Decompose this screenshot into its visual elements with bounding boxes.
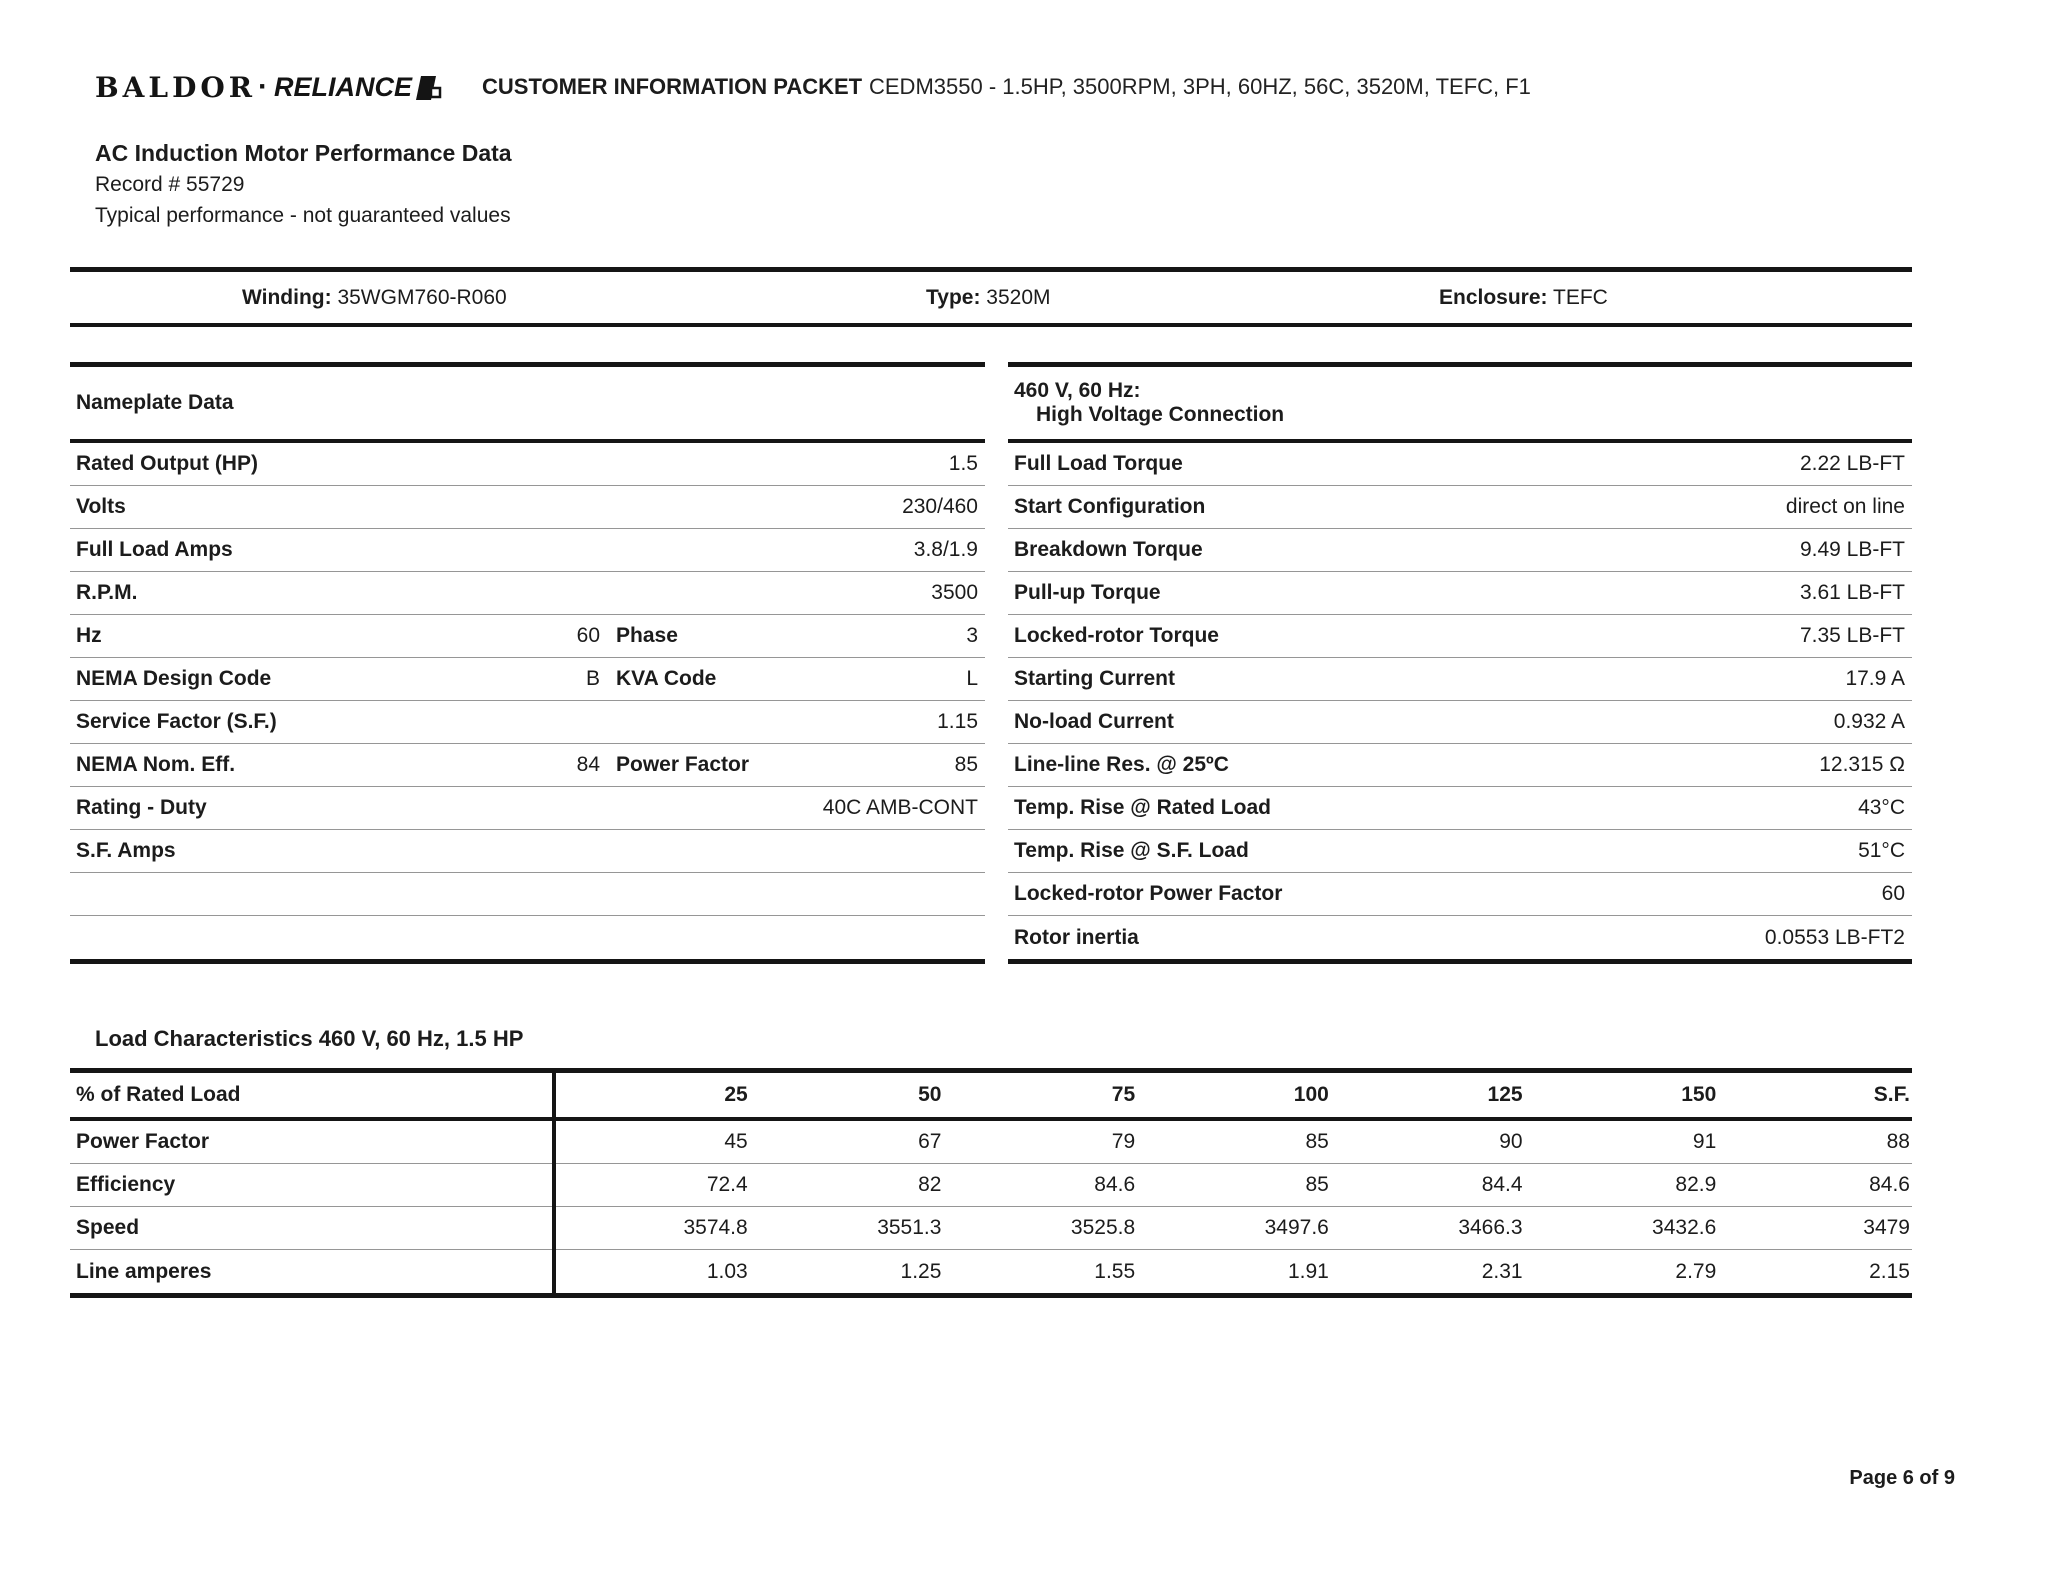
cell-value: 67 (918, 1130, 942, 1153)
table-row (1008, 830, 1912, 873)
title-block (95, 138, 512, 231)
table-row (1008, 572, 1912, 615)
performance-note: Typical performance - not guaranteed values (95, 204, 511, 227)
row-label: NEMA Design Code (76, 667, 272, 690)
row-label: Rating - Duty (76, 796, 207, 819)
enclosure-cell (1342, 286, 1912, 310)
column-header: 150 (1681, 1083, 1717, 1106)
row-value: L (966, 667, 978, 690)
cell-value: 1.91 (1287, 1259, 1329, 1283)
row-value: 0.0553 LB-FT2 (1764, 925, 1905, 949)
table-row (70, 1207, 1912, 1250)
high-voltage-title-line2: High Voltage Connection (1036, 403, 1285, 426)
enclosure-label: Enclosure: (1439, 285, 1548, 309)
row-mid-value: B (585, 667, 600, 690)
high-voltage-table (1008, 362, 1912, 964)
table-row (1008, 873, 1912, 916)
table-row (70, 443, 985, 486)
row-value: 3500 (931, 581, 978, 604)
table-row (1008, 615, 1912, 658)
row-label: Volts (76, 495, 126, 518)
logo-baldor-text: BALDOR (95, 70, 257, 104)
column-header: S.F. (1873, 1083, 1910, 1106)
table-row (1008, 486, 1912, 529)
cell-value: 1.25 (900, 1259, 942, 1283)
load-characteristics-heading: Load Characteristics 460 V, 60 Hz, 1.5 HP (95, 1026, 524, 1051)
cell-value: 84.6 (1094, 1173, 1136, 1196)
cell-value: 88 (1886, 1130, 1910, 1153)
table-row (1008, 529, 1912, 572)
row-label: Full Load Torque (1014, 452, 1183, 475)
row-value: 7.35 LB-FT (1799, 624, 1905, 647)
row-value: 3.8/1.9 (913, 538, 978, 561)
row-second-label: Phase (616, 624, 678, 647)
row-second-label: Power Factor (616, 753, 750, 776)
table-row (70, 1250, 1912, 1293)
cell-value: 3574.8 (683, 1216, 748, 1239)
nameplate-rows (70, 443, 985, 959)
row-value: 0.932 A (1833, 710, 1905, 733)
row-value: 3 (966, 624, 978, 647)
type-cell (754, 286, 1342, 310)
row-value: 3.61 LB-FT (1799, 581, 1905, 604)
column-header: % of Rated Load (76, 1083, 241, 1106)
document-header (0, 70, 2048, 106)
row-label: Line-line Res. @ 25ºC (1014, 753, 1229, 776)
table-vertical-divider (552, 1073, 556, 1293)
table-row (70, 486, 985, 529)
table-row (70, 1164, 1912, 1207)
row-label: NEMA Nom. Eff. (76, 753, 236, 776)
record-number: Record # 55729 (95, 173, 245, 196)
logo-separator-dot: · (258, 70, 269, 103)
row-label: Speed (76, 1216, 140, 1239)
performance-tables (70, 362, 1912, 964)
cell-value: 85 (1305, 1130, 1329, 1153)
row-value: 230/460 (902, 495, 978, 518)
cell-value: 2.15 (1869, 1259, 1910, 1283)
cell-value: 1.03 (706, 1259, 748, 1283)
load-characteristics-table (70, 1068, 1912, 1298)
cell-value: 84.4 (1481, 1173, 1523, 1196)
table-row (70, 744, 985, 787)
logo-reliance-text: RELIANCE (274, 71, 413, 102)
cell-value: 72.4 (706, 1173, 748, 1196)
row-label: Full Load Amps (76, 538, 233, 561)
row-label: Power Factor (76, 1130, 210, 1153)
row-value: 1.5 (948, 452, 978, 475)
row-label: No-load Current (1014, 710, 1174, 733)
row-label: Start Configuration (1014, 495, 1206, 518)
reliance-flag-icon (416, 75, 442, 101)
row-value: 17.9 A (1845, 667, 1905, 690)
row-value: 51°C (1858, 839, 1905, 862)
row-mid-value: 84 (576, 753, 600, 776)
row-value: 40C AMB-CONT (822, 796, 978, 819)
row-label: S.F. Amps (76, 839, 176, 862)
row-value: 12.315 Ω (1819, 753, 1905, 776)
cell-value: 84.6 (1869, 1173, 1910, 1196)
nameplate-table (70, 362, 985, 964)
table-row (70, 916, 985, 959)
row-label: R.P.M. (76, 581, 138, 604)
row-label: Service Factor (S.F.) (76, 710, 277, 733)
motor-model-line: CEDM3550 - 1.5HP, 3500RPM, 3PH, 60HZ, 56C, 3520M, TEFC, F1 (869, 74, 1531, 99)
cell-value: 45 (724, 1130, 748, 1153)
winding-summary-bar (70, 267, 1912, 327)
table-row (70, 658, 985, 701)
cell-value: 3497.6 (1264, 1216, 1329, 1239)
cell-value: 3525.8 (1070, 1216, 1136, 1239)
high-voltage-table-header (1008, 367, 1912, 443)
row-value: 9.49 LB-FT (1799, 538, 1905, 561)
table-row (70, 1121, 1912, 1164)
row-value: 60 (1881, 882, 1905, 905)
cell-value: 91 (1692, 1130, 1717, 1153)
cell-value: 3432.6 (1652, 1216, 1717, 1239)
page-number: Page 6 of 9 (1849, 1467, 1955, 1489)
type-value: 3520M (986, 285, 1051, 309)
baldor-reliance-logo (95, 70, 442, 104)
type-label: Type: (926, 285, 981, 309)
cell-value: 2.31 (1481, 1259, 1523, 1283)
row-second-label: KVA Code (616, 667, 717, 690)
row-label: Starting Current (1014, 667, 1176, 690)
high-voltage-rows (1008, 443, 1912, 959)
cell-value: 82 (918, 1173, 942, 1196)
winding-label: Winding: (242, 285, 332, 309)
table-row (70, 873, 985, 916)
row-mid-value: 60 (576, 624, 600, 647)
row-value: direct on line (1785, 495, 1905, 518)
row-label: Temp. Rise @ S.F. Load (1014, 839, 1249, 862)
nameplate-title: Nameplate Data (76, 391, 234, 414)
enclosure-value: TEFC (1553, 285, 1608, 309)
table-row (1008, 744, 1912, 787)
row-label: Rotor inertia (1014, 925, 1139, 949)
high-voltage-title-line1: 460 V, 60 Hz: (1014, 379, 1141, 402)
row-label: Locked-rotor Torque (1014, 624, 1219, 647)
row-value: 43°C (1858, 796, 1905, 819)
table-row (1008, 658, 1912, 701)
cell-value: 79 (1111, 1130, 1136, 1153)
row-label: Hz (76, 624, 102, 647)
table-row (1008, 916, 1912, 959)
column-header: 125 (1487, 1083, 1523, 1106)
table-row (70, 787, 985, 830)
winding-cell (70, 286, 754, 310)
packet-title: CUSTOMER INFORMATION PACKET (482, 74, 863, 99)
row-label: Pull-up Torque (1014, 581, 1161, 604)
cell-value: 3466.3 (1458, 1216, 1523, 1239)
row-value: 2.22 LB-FT (1799, 452, 1905, 475)
table-row (1008, 701, 1912, 744)
table-row (1008, 443, 1912, 486)
row-label: Breakdown Torque (1014, 538, 1203, 561)
nameplate-table-header (70, 367, 985, 443)
table-row (70, 529, 985, 572)
load-table-header-row (70, 1073, 1912, 1121)
column-header: 25 (724, 1083, 748, 1106)
row-value: 1.15 (937, 710, 978, 733)
row-label: Efficiency (76, 1173, 176, 1196)
cell-value: 3551.3 (877, 1216, 942, 1239)
cell-value: 90 (1499, 1130, 1523, 1153)
column-header: 100 (1293, 1083, 1329, 1106)
load-table-body (70, 1121, 1912, 1293)
cell-value: 2.79 (1675, 1259, 1717, 1283)
page-title: AC Induction Motor Performance Data (95, 140, 512, 166)
table-row (1008, 787, 1912, 830)
row-label: Locked-rotor Power Factor (1014, 882, 1283, 905)
cell-value: 82.9 (1675, 1173, 1717, 1196)
table-row (70, 572, 985, 615)
column-header: 50 (918, 1083, 942, 1106)
table-row (70, 701, 985, 744)
table-row (70, 830, 985, 873)
column-header: 75 (1111, 1083, 1136, 1106)
row-value: 85 (954, 753, 978, 776)
row-label: Rated Output (HP) (76, 452, 258, 475)
cell-value: 3479 (1863, 1216, 1910, 1239)
table-row (70, 615, 985, 658)
cell-value: 1.55 (1094, 1259, 1136, 1283)
cell-value: 85 (1305, 1173, 1329, 1196)
row-label: Temp. Rise @ Rated Load (1014, 796, 1271, 819)
winding-value: 35WGM760-R060 (337, 285, 507, 309)
row-label: Line amperes (76, 1259, 212, 1283)
